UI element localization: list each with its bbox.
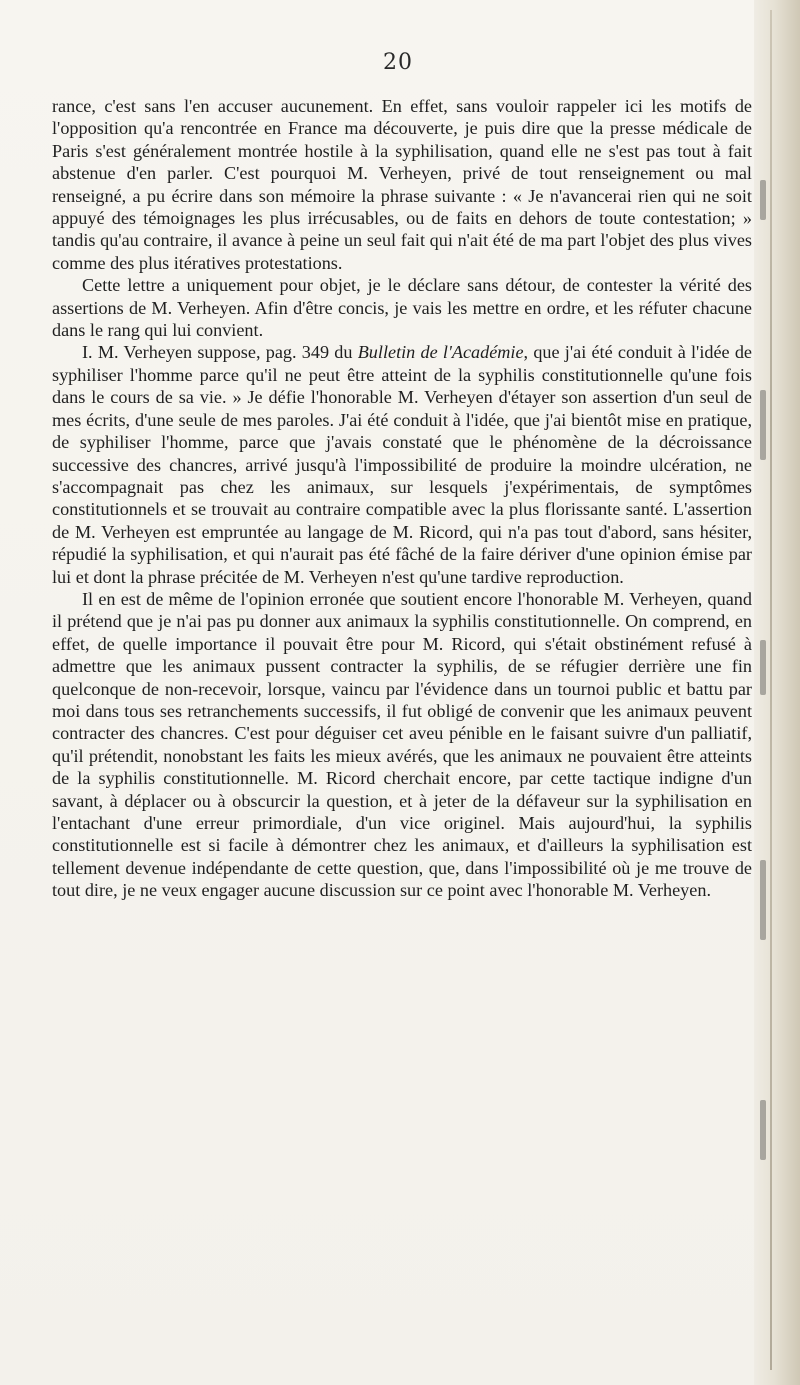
paragraph: rance, c'est sans l'en accuser aucunement. En effet, sans vouloir rappeler ici les motifs de l'opposition qu'a rencontrée en France ma découverte, je puis dire que la presse médicale de Paris s'est généralement montrée hostile à la syphilisation, quand elle ne s'est pas tout à fait abstenue d'en parler. C'est pourquoi M. Verheyen, privé de tout renseignement ou mal renseigné, a pu écrire dans son mémoire la phrase suivante : « Je n'avancerai rien qui ne soit appuyé des témoignages les plus irrécusables, ou de faits en dehors de toute contestation; » tandis qu'au contraire, il avance à peine un seul fait qui n'ait été de ma part l'objet des plus vives comme des plus itératives protestations. xyxy=(52,96,752,273)
journal-title: Bulletin de l'Académie xyxy=(357,342,524,363)
paragraph: Il en est de même de l'opinion erronée que soutient encore l'honorable M. Verheyen, quand il prétend que je n'ai pas pu donner aux animaux la syphilis constitutionnelle. On comprend, en effet, de quelle importance il pouvait être pour M. Ricord, qui s'était obstinément refusé à admettre que les animaux pussent contracter la syphilis, de se réfugier derrière une fin quelconque de non-recevoir, lorsque, vaincu par l'évidence dans un tournoi public et battu par moi dans tous ses retranchements successifs, il fut obligé de convenir que les animaux peuvent contracter des chancres. C'est pour déguiser cet aveu pénible en le faisant suivre d'un palliatif, qu'il prétendit, nonobstant les faits les mieux avérés, que les animaux ne pouvaient être atteints de la syphilis constitutionnelle. M. Ricord cherchait encore, par cette tactique indigne d'un savant, à déplacer ou à obscurcir la question, et à jeter de la défaveur sur la syphilisation en l'entachant d'une erreur primordiale, d'un vice originel. Mais aujourd'hui, la syphilis constitutionnelle est si facile à démontrer chez les animaux, et d'ailleurs la syphilisation est tellement devenue indépendante de cette question, que, dans l'impossibilité où je me trouve de tout dire, je ne veux engager aucune discussion sur ce point avec l'honorable M. Verheyen. xyxy=(52,588,752,901)
bleed-mark xyxy=(760,1100,766,1160)
bleed-mark xyxy=(760,180,766,220)
paragraph-text: , que j'ai été conduit à l'idée de syphiliser l'homme parce qu'il ne peut être atteint de la syphilis constitutionnelle qu'une fois dans le cours de sa vie. » Je défie l'honorable M. Verheyen d'étayer son assertion d'un seul de mes écrits, d'une seule de mes paroles. J'ai été conduit à l'idée, que j'ai bientôt mise en pratique, de syphiliser l'homme, parce que j'avais constaté que le phénomène de la décroissance successive des chancres, arrivé jusqu'à l'impossibilité de produire la moindre ulcération, ne s'accompagnait pas chez les animaux, sur lesquels j'expérimentais, de symptômes constitutionnels et se trouvait au contraire compatible avec la plus florissante santé. L'assertion de M. Verheyen est empruntée au langage de M. Ricord, qui n'a pas tout d'abord, sans hésiter, répudié la syphilisation, et qui n'aurait pas été fâché de la faire dériver d'une opinion émise par lui et dont la phrase précitée de M. Verheyen n'est qu'une tardive reproduction. xyxy=(52,342,753,587)
paragraph xyxy=(52,341,752,587)
bleed-mark xyxy=(760,860,766,940)
page-edge-shadow xyxy=(754,0,800,1385)
paragraph-text: I. M. Verheyen suppose, pag. 349 du xyxy=(82,342,358,363)
binding-line xyxy=(770,10,772,1370)
body-text xyxy=(52,95,752,902)
paragraph: Cette lettre a uniquement pour objet, je le déclare sans détour, de contester la vérité des assertions de M. Verheyen. Afin d'être concis, je vais les mettre en ordre, et les réfuter chacune dans le rang qui lui convient. xyxy=(52,275,752,341)
bleed-mark xyxy=(760,640,766,695)
page-number: 20 xyxy=(383,50,413,75)
bleed-mark xyxy=(760,390,766,460)
